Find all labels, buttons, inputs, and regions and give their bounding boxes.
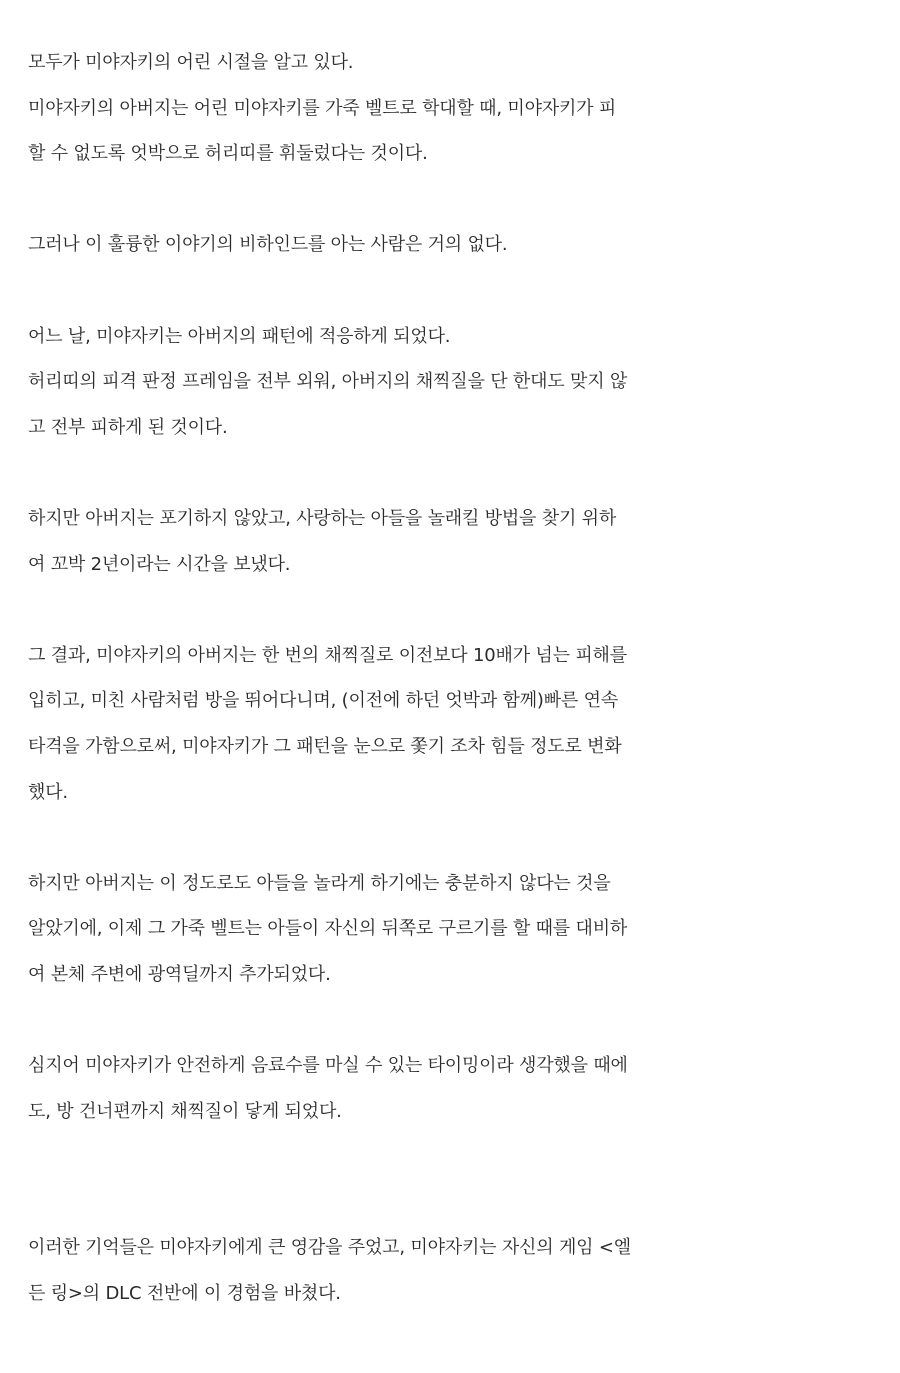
article-body bbox=[28, 40, 878, 1317]
paragraph-8 bbox=[28, 1225, 878, 1316]
text-line: 심지어 미야자키가 안전하게 음료수를 마실 수 있는 타이밍이라 생각했을 때에 bbox=[28, 1055, 628, 1077]
text-line: 든 링>의 DLC 전반에 이 경험을 바쳤다. bbox=[28, 1283, 341, 1305]
text-line: 모두가 미야자키의 어린 시절을 알고 있다. bbox=[28, 52, 354, 73]
text-line: 허리띠의 피격 판정 프레임을 전부 외워, 아버지의 채찍질을 단 한대도 맞지 않 bbox=[28, 371, 628, 393]
text-line: 타격을 가함으로써, 미야자키가 그 패턴을 눈으로 쫓기 조차 힘들 정도로 변화 bbox=[28, 735, 622, 757]
text-line: 어느 날, 미야자키는 아버지의 패턴에 적응하게 되었다. bbox=[28, 325, 451, 347]
text-line: 도, 방 건너편까지 채찍질이 닿게 되었다. bbox=[28, 1100, 342, 1122]
paragraph-5 bbox=[28, 633, 878, 815]
paragraph-7 bbox=[28, 1043, 878, 1134]
paragraph-spacer bbox=[28, 177, 878, 223]
paragraph-spacer bbox=[28, 450, 878, 496]
paragraph-6 bbox=[28, 861, 878, 998]
paragraph-spacer bbox=[28, 1134, 878, 1225]
text-line: 여 본체 주변에 광역딜까지 추가되었다. bbox=[28, 963, 331, 985]
text-line: 그 결과, 미야자키의 아버지는 한 번의 채찍질로 이전보다 10배가 넘는 피해를 bbox=[28, 644, 627, 666]
text-line: 이러한 기억들은 미야자키에게 큰 영감을 주었고, 미야자키는 자신의 게임 <엘 bbox=[28, 1237, 631, 1259]
text-line: 여 꼬박 2년이라는 시간을 보냈다. bbox=[28, 553, 291, 575]
paragraph-2 bbox=[28, 222, 878, 268]
text-line: 했다. bbox=[28, 781, 68, 803]
paragraph-1 bbox=[28, 40, 878, 177]
text-line: 그러나 이 훌륭한 이야기의 비하인드를 아는 사람은 거의 없다. bbox=[28, 234, 508, 256]
text-line: 하지만 아버지는 이 정도로도 아들을 놀라게 하기에는 충분하지 않다는 것을 bbox=[28, 872, 611, 894]
paragraph-4 bbox=[28, 496, 878, 587]
text-line: 하지만 아버지는 포기하지 않았고, 사랑하는 아들을 놀래킬 방법을 찾기 위하 bbox=[28, 507, 617, 529]
text-line: 입히고, 미친 사람처럼 방을 뛰어다니며, (이전에 하던 엇박과 함께)빠른 연속 bbox=[28, 690, 619, 712]
text-line: 할 수 없도록 엇박으로 허리띠를 휘둘렀다는 것이다. bbox=[28, 143, 428, 165]
text-line: 고 전부 피하게 된 것이다. bbox=[28, 416, 228, 438]
text-line: 알았기에, 이제 그 가죽 벨트는 아들이 자신의 뒤쪽로 구르기를 할 때를 대비하 bbox=[28, 918, 628, 940]
text-line: 미야자키의 아버지는 어린 미야자키를 가죽 벨트로 학대할 때, 미야자키가 피 bbox=[28, 97, 617, 119]
paragraph-spacer bbox=[28, 587, 878, 633]
paragraph-spacer bbox=[28, 997, 878, 1043]
paragraph-spacer bbox=[28, 815, 878, 861]
paragraph-3 bbox=[28, 314, 878, 451]
paragraph-spacer bbox=[28, 268, 878, 314]
